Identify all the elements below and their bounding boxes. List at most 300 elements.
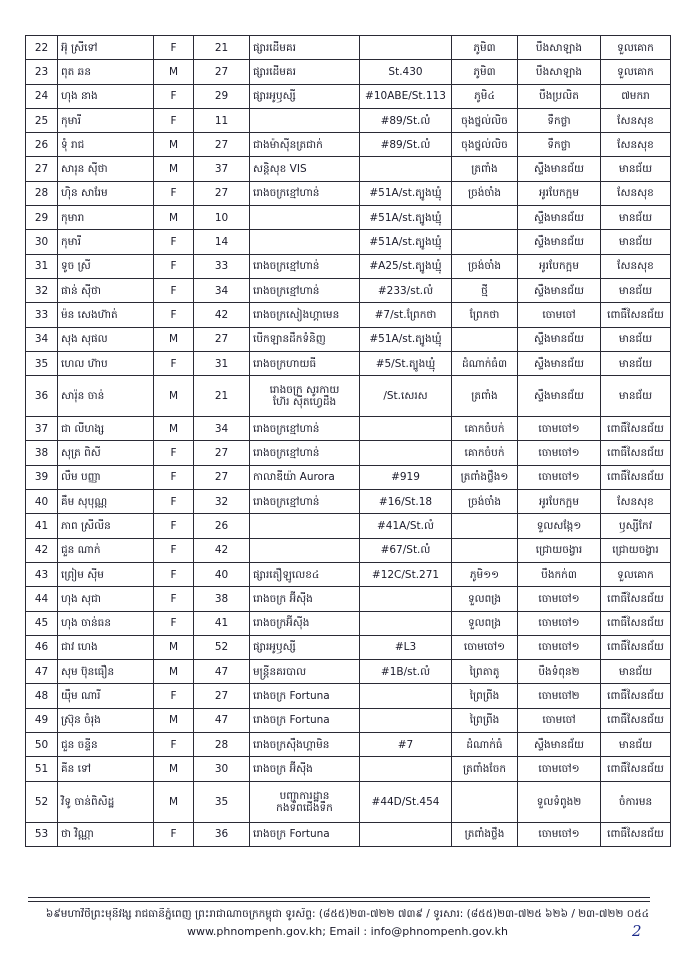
name-cell: ទូច ស្រី (58, 254, 154, 278)
name-cell: គីន ទៅ (58, 757, 154, 781)
address-cell (360, 708, 452, 732)
table-row (26, 376, 671, 417)
commune-cell: ស្ទឹងមានជ័យ (518, 206, 601, 230)
age-cell: 30 (194, 757, 250, 781)
age-cell: 28 (194, 733, 250, 757)
email-link[interactable]: info@phnompenh.gov.kh (370, 925, 509, 938)
patient-table (25, 35, 671, 847)
occupation-cell: ផ្សារដើមគរ (250, 36, 360, 60)
district-cell: មានជ័យ (601, 157, 671, 181)
commune-cell: បឹងសាឡាង (518, 36, 601, 60)
occupation-cell: រោងចក្រខ្មៅហាន់ (250, 278, 360, 302)
district-cell: ឫស្សីកែវ (601, 514, 671, 538)
table-row (26, 660, 671, 684)
occupation-cell: រោងចក្រអ៊ីស៊ីង (250, 611, 360, 635)
village-cell: ព្រែកថា (452, 303, 518, 327)
commune-cell: ស្ទឹងមានជ័យ (518, 327, 601, 351)
district-cell: ពោធិ៍សែនជ័យ (601, 635, 671, 659)
commune-cell: ទឹកថ្លា (518, 108, 601, 132)
district-cell: ពោធិ៍សែនជ័យ (601, 822, 671, 846)
name-cell: សុង សុផល (58, 327, 154, 351)
district-cell: ពោធិ៍សែនជ័យ (601, 611, 671, 635)
row-number: 39 (26, 465, 58, 489)
commune-cell: ចោមចៅ១ (518, 417, 601, 441)
name-cell: កុមារា (58, 206, 154, 230)
commune-cell: ទួលទំពូង២ (518, 781, 601, 822)
commune-cell: ទួលសង្កែ១ (518, 514, 601, 538)
address-cell: #7/st.ព្រែកថា (360, 303, 452, 327)
address-cell (360, 36, 452, 60)
table-row (26, 206, 671, 230)
address-cell: #89/St.លំ (360, 108, 452, 132)
footer-divider (28, 901, 650, 902)
village-cell (452, 538, 518, 562)
commune-cell: ចោមចៅ១ (518, 441, 601, 465)
district-cell: ៧មករា (601, 84, 671, 108)
district-cell: ទួលគោក (601, 36, 671, 60)
commune-cell: អូរបែកក្អម (518, 490, 601, 514)
occupation-cell: ផ្សារអូឫស្សី (250, 635, 360, 659)
name-cell: សុត្រ ពិសី (58, 441, 154, 465)
sex-cell: F (154, 562, 194, 586)
commune-cell: ស្ទឹងមានជ័យ (518, 157, 601, 181)
age-cell: 35 (194, 781, 250, 822)
village-cell: ភូមិ៣ (452, 60, 518, 84)
row-number: 53 (26, 822, 58, 846)
commune-cell: បឹងទំពុន២ (518, 660, 601, 684)
occupation-line: បញ្ជាការដ្ឋាន (279, 789, 330, 802)
table-row (26, 327, 671, 351)
sex-cell: F (154, 108, 194, 132)
age-cell: 21 (194, 36, 250, 60)
name-cell: សារ៉ុន ចាន់ (58, 376, 154, 417)
district-cell: ពោធិ៍សែនជ័យ (601, 465, 671, 489)
table-row (26, 351, 671, 375)
district-cell: សែនសុខ (601, 181, 671, 205)
village-cell: ដំណាក់ធំ (452, 733, 518, 757)
row-number: 29 (26, 206, 58, 230)
commune-cell: ទឹកថ្លា (518, 133, 601, 157)
district-cell: មានជ័យ (601, 206, 671, 230)
commune-cell: ស្ទឹងមានជ័យ (518, 278, 601, 302)
commune-cell: ចោមចៅ១ (518, 635, 601, 659)
name-cell: ម៉ន សេងហ៊ាត់ (58, 303, 154, 327)
age-cell: 33 (194, 254, 250, 278)
district-cell: សែនសុខ (601, 108, 671, 132)
age-cell: 27 (194, 327, 250, 351)
age-cell: 47 (194, 660, 250, 684)
name-cell: ហុង នាង (58, 84, 154, 108)
name-cell: គឹម សុបុណ្ណ (58, 490, 154, 514)
name-cell: កុមារី (58, 230, 154, 254)
occupation-cell: រោងចក្រខ្មៅហាន់ (250, 181, 360, 205)
table-row (26, 781, 671, 822)
sex-cell: M (154, 708, 194, 732)
name-cell: ភាព ស្រីលីន (58, 514, 154, 538)
occupation-cell: រោងចក្រ អ៊ីស៊ីង (250, 587, 360, 611)
village-cell: គោកចំបក់ (452, 417, 518, 441)
occupation-cell: រោងចក្រសៀងហ្គាមេន (250, 303, 360, 327)
table-row (26, 84, 671, 108)
sex-cell: F (154, 514, 194, 538)
page-number: 2 (632, 922, 642, 940)
commune-cell: បឹងកក់៣ (518, 562, 601, 586)
village-cell: ចុងថ្នល់លិច (452, 133, 518, 157)
age-cell: 32 (194, 490, 250, 514)
table-row (26, 36, 671, 60)
district-cell: ចំការមន (601, 781, 671, 822)
sex-cell: F (154, 278, 194, 302)
village-cell: ចុងថ្នល់លិច (452, 108, 518, 132)
row-number: 31 (26, 254, 58, 278)
table-row (26, 635, 671, 659)
row-number: 25 (26, 108, 58, 132)
address-cell: /St.សេរស (360, 376, 452, 417)
district-cell: មានជ័យ (601, 351, 671, 375)
sex-cell: F (154, 490, 194, 514)
village-cell: ច្រង់ចាំង (452, 254, 518, 278)
row-number: 37 (26, 417, 58, 441)
district-cell: ទួលគោក (601, 562, 671, 586)
name-cell: ព្រៀម ស៊ីម (58, 562, 154, 586)
address-cell: #51A/st.ត្បូងឃ្មុំ (360, 181, 452, 205)
name-cell: ជួន ចន្ទីន (58, 733, 154, 757)
name-cell: ជាវ ហេង (58, 635, 154, 659)
name-cell: ហុង ចាន់ធន (58, 611, 154, 635)
address-cell: #A25/st.ត្បូងឃ្មុំ (360, 254, 452, 278)
row-number: 26 (26, 133, 58, 157)
footer-divider (28, 897, 650, 898)
row-number: 43 (26, 562, 58, 586)
table-row (26, 611, 671, 635)
age-cell: 21 (194, 376, 250, 417)
row-number: 42 (26, 538, 58, 562)
table-row (26, 562, 671, 586)
district-cell: សែនសុខ (601, 490, 671, 514)
village-cell: ច្រង់ចាំង (452, 181, 518, 205)
commune-cell: បឹងសាឡាង (518, 60, 601, 84)
district-cell: សែនសុខ (601, 133, 671, 157)
row-number: 40 (26, 490, 58, 514)
table-row (26, 254, 671, 278)
name-cell: ជួន ណាក់ (58, 538, 154, 562)
occupation-cell: សន្តិសុខ VIS (250, 157, 360, 181)
sex-cell: F (154, 181, 194, 205)
commune-cell: ស្ទឹងមានជ័យ (518, 351, 601, 375)
age-cell: 47 (194, 708, 250, 732)
table-row (26, 133, 671, 157)
sex-cell: M (154, 157, 194, 181)
village-cell: ភូមិ៣ (452, 36, 518, 60)
occupation-cell (250, 230, 360, 254)
commune-cell: ស្ទឹងមានជ័យ (518, 230, 601, 254)
sex-cell: M (154, 417, 194, 441)
age-cell: 40 (194, 562, 250, 586)
address-cell: #5/St.ត្បូងឃ្មុំ (360, 351, 452, 375)
village-cell: ដំណាក់ធំ៣ (452, 351, 518, 375)
row-number: 44 (26, 587, 58, 611)
age-cell: 42 (194, 303, 250, 327)
district-cell: មានជ័យ (601, 660, 671, 684)
row-number: 28 (26, 181, 58, 205)
occupation-cell: រោងចក្រខ្មៅហាន់ (250, 417, 360, 441)
village-cell: ច្រង់ចាំង (452, 490, 518, 514)
commune-cell: បឹងប្រលិត (518, 84, 601, 108)
row-number: 27 (26, 157, 58, 181)
website-link[interactable]: www.phnompenh.gov.kh (186, 925, 323, 938)
occupation-cell: រោងចក្រ Fortuna (250, 822, 360, 846)
occupation-cell: រោងចក្រខ្មៅហាន់ (250, 441, 360, 465)
district-cell: ពោធិ៍សែនជ័យ (601, 587, 671, 611)
address-cell (360, 587, 452, 611)
age-cell: 27 (194, 465, 250, 489)
commune-cell: ចោមចៅ១ (518, 587, 601, 611)
sex-cell: F (154, 84, 194, 108)
village-cell (452, 781, 518, 822)
row-number: 35 (26, 351, 58, 375)
name-cell: ស្រ៊ុន ចំរុង (58, 708, 154, 732)
row-number: 49 (26, 708, 58, 732)
age-cell: 27 (194, 441, 250, 465)
sex-cell: M (154, 327, 194, 351)
occupation-cell (250, 514, 360, 538)
village-cell: ត្រពាំងចែក (452, 757, 518, 781)
age-cell: 27 (194, 181, 250, 205)
age-cell: 31 (194, 351, 250, 375)
table-row (26, 757, 671, 781)
name-cell: សារុន ស៊ីថា (58, 157, 154, 181)
sex-cell: M (154, 660, 194, 684)
district-cell: មានជ័យ (601, 327, 671, 351)
address-cell (360, 684, 452, 708)
name-cell: ថា វិណ្ណា (58, 822, 154, 846)
address-cell (360, 611, 452, 635)
age-cell: 27 (194, 684, 250, 708)
row-number: 51 (26, 757, 58, 781)
name-cell: ពុត ឆន (58, 60, 154, 84)
village-cell: ទួលពង្រ (452, 611, 518, 635)
address-cell: St.430 (360, 60, 452, 84)
row-number: 36 (26, 376, 58, 417)
occupation-cell: កាលាឌីយ៉ា Aurora (250, 465, 360, 489)
commune-cell: ចោមចៅ (518, 708, 601, 732)
age-cell: 14 (194, 230, 250, 254)
table-row (26, 157, 671, 181)
table-row (26, 587, 671, 611)
table-row (26, 490, 671, 514)
table-body (26, 36, 671, 847)
village-cell (452, 230, 518, 254)
district-cell: ពោធិ៍សែនជ័យ (601, 708, 671, 732)
commune-cell: ចោមចៅ (518, 303, 601, 327)
district-cell: ពោធិ៍សែនជ័យ (601, 757, 671, 781)
table-row (26, 181, 671, 205)
age-cell: 37 (194, 157, 250, 181)
district-cell: ពោធិ៍សែនជ័យ (601, 684, 671, 708)
sex-cell: F (154, 465, 194, 489)
sex-cell: F (154, 230, 194, 254)
name-cell: ហ៊ិន សារែម (58, 181, 154, 205)
age-cell: 42 (194, 538, 250, 562)
age-cell: 26 (194, 514, 250, 538)
sex-cell: F (154, 36, 194, 60)
row-number: 34 (26, 327, 58, 351)
village-cell: ថ្មី (452, 278, 518, 302)
commune-cell: អូរបែកក្អម (518, 181, 601, 205)
age-cell: 34 (194, 278, 250, 302)
address-cell: #44D/St.454 (360, 781, 452, 822)
district-cell: សែនសុខ (601, 254, 671, 278)
table-row (26, 538, 671, 562)
district-cell: មានជ័យ (601, 230, 671, 254)
district-cell: ទួលគោក (601, 60, 671, 84)
sex-cell: M (154, 781, 194, 822)
row-number: 41 (26, 514, 58, 538)
address-cell: #919 (360, 465, 452, 489)
address-cell: #L3 (360, 635, 452, 659)
village-cell: ត្រពាំង (452, 376, 518, 417)
sex-cell: M (154, 60, 194, 84)
table-row (26, 230, 671, 254)
address-cell: #51A/st.ត្បូងឃ្មុំ (360, 230, 452, 254)
village-cell (452, 206, 518, 230)
sex-cell: M (154, 376, 194, 417)
sex-cell: M (154, 635, 194, 659)
name-cell: លឹម បញ្ញា (58, 465, 154, 489)
address-cell: #16/St.18 (360, 490, 452, 514)
age-cell: 38 (194, 587, 250, 611)
sex-cell: F (154, 822, 194, 846)
row-number: 24 (26, 84, 58, 108)
footer-contact (25, 925, 670, 938)
sex-cell: F (154, 733, 194, 757)
occupation-cell (250, 206, 360, 230)
name-cell: អ៊ុ ស្រីទៅ (58, 36, 154, 60)
occupation-cell: រោងចក្រ Fortuna (250, 708, 360, 732)
village-cell: ព្រៃតាតូ (452, 660, 518, 684)
row-number: 46 (26, 635, 58, 659)
table-row (26, 514, 671, 538)
address-cell (360, 441, 452, 465)
name-cell: ហុង សុជា (58, 587, 154, 611)
row-number: 32 (26, 278, 58, 302)
age-cell: 52 (194, 635, 250, 659)
commune-cell: ចោមចៅ២ (518, 684, 601, 708)
sex-cell: M (154, 757, 194, 781)
name-cell: កុមារី (58, 108, 154, 132)
table-row (26, 822, 671, 846)
address-cell: #51A/st.ត្បូងឃ្មុំ (360, 327, 452, 351)
address-cell: #41A/St.លំ (360, 514, 452, 538)
address-cell: #51A/st.ត្បូងឃ្មុំ (360, 206, 452, 230)
district-cell: ពោធិ៍សែនជ័យ (601, 303, 671, 327)
occupation-line: រោងចក្រ សូរកាយ (269, 384, 340, 397)
age-cell: 36 (194, 822, 250, 846)
name-cell: វិទូ ចាន់ពិសិដ្ឋ (58, 781, 154, 822)
commune-cell: អូរបែកក្អម (518, 254, 601, 278)
commune-cell: ចោមចៅ១ (518, 611, 601, 635)
village-cell: ភូមិ១១ (452, 562, 518, 586)
address-cell: #67/St.លំ (360, 538, 452, 562)
occupation-cell: ផ្សារអូឫស្សី (250, 84, 360, 108)
row-number: 22 (26, 36, 58, 60)
age-cell: 34 (194, 417, 250, 441)
district-cell: មានជ័យ (601, 376, 671, 417)
village-cell: ទួលពង្រ (452, 587, 518, 611)
table-row (26, 708, 671, 732)
name-cell: ហេល ហ៊ាប (58, 351, 154, 375)
row-number: 38 (26, 441, 58, 465)
occupation-cell: ជាងម៉ាស៊ីនត្រជាក់ (250, 133, 360, 157)
address-cell (360, 757, 452, 781)
row-number: 48 (26, 684, 58, 708)
commune-cell: ជ្រោយចង្វារ (518, 538, 601, 562)
name-cell: ផាន់ ស៊ីថា (58, 278, 154, 302)
row-number: 47 (26, 660, 58, 684)
sex-cell: F (154, 441, 194, 465)
age-cell: 27 (194, 60, 250, 84)
age-cell: 11 (194, 108, 250, 132)
occupation-line: កងទ័ពជើងទឹក (276, 801, 333, 814)
occupation-cell (250, 376, 360, 417)
address-cell (360, 822, 452, 846)
name-cell: ទុំ រាជ (58, 133, 154, 157)
age-cell: 27 (194, 133, 250, 157)
commune-cell: ចោមចៅ១ (518, 465, 601, 489)
village-cell: ភូមិ៤ (452, 84, 518, 108)
sex-cell: F (154, 684, 194, 708)
sex-cell: F (154, 351, 194, 375)
occupation-cell: មន្ត្រីនគរបាល (250, 660, 360, 684)
district-cell: ពោធិ៍សែនជ័យ (601, 417, 671, 441)
occupation-cell (250, 538, 360, 562)
village-cell: ព្រៃព្រីង (452, 684, 518, 708)
table-row (26, 733, 671, 757)
village-cell: ចោមចៅ១ (452, 635, 518, 659)
address-cell: #7 (360, 733, 452, 757)
sex-cell: F (154, 538, 194, 562)
sex-cell: M (154, 206, 194, 230)
sex-cell: F (154, 254, 194, 278)
sex-cell: F (154, 587, 194, 611)
email-prefix: ; Email : (322, 925, 371, 938)
occupation-cell: រោងចក្រហាយធី (250, 351, 360, 375)
address-cell: #1B/st.លំ (360, 660, 452, 684)
district-cell: ពោធិ៍សែនជ័យ (601, 441, 671, 465)
age-cell: 41 (194, 611, 250, 635)
age-cell: 29 (194, 84, 250, 108)
occupation-cell: រោងចក្រស៊ឹងហ្គាមិន (250, 733, 360, 757)
village-cell: ត្រពាំង (452, 157, 518, 181)
age-cell: 10 (194, 206, 250, 230)
table-row (26, 441, 671, 465)
table-row (26, 60, 671, 84)
address-cell: #233/st.លំ (360, 278, 452, 302)
row-number: 45 (26, 611, 58, 635)
commune-cell: ចោមចៅ១ (518, 822, 601, 846)
sex-cell: F (154, 303, 194, 327)
address-cell (360, 417, 452, 441)
row-number: 30 (26, 230, 58, 254)
district-cell: មានជ័យ (601, 278, 671, 302)
commune-cell: ចោមចៅ១ (518, 757, 601, 781)
village-cell: គោកចំបក់ (452, 441, 518, 465)
name-cell: ជា លីហង្ស (58, 417, 154, 441)
row-number: 33 (26, 303, 58, 327)
occupation-cell (250, 108, 360, 132)
occupation-cell: បើកឡានដឹកទំនិញ (250, 327, 360, 351)
name-cell: សុម ប៊ុនធឿន (58, 660, 154, 684)
